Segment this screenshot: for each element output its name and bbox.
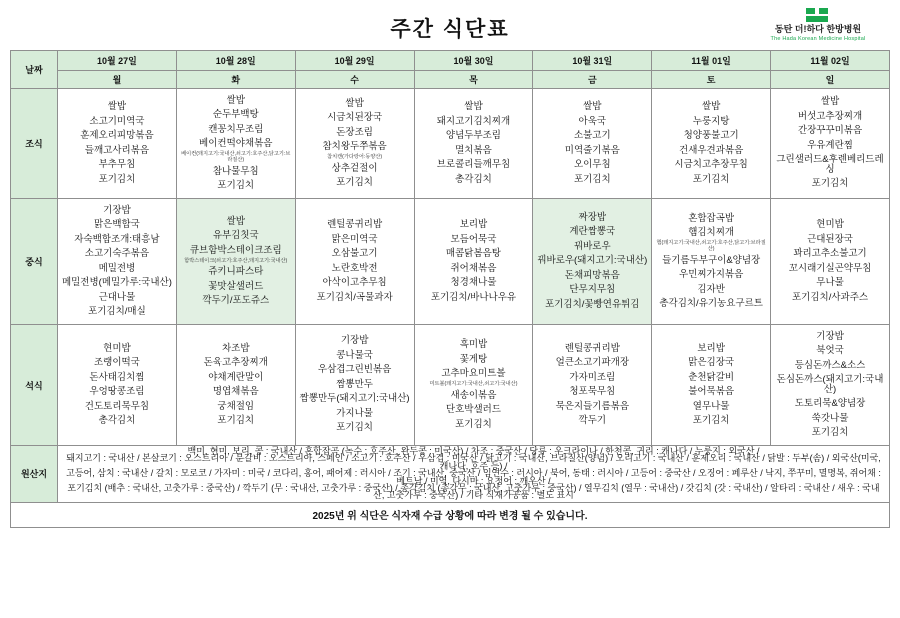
menu-item: 콩나물국	[336, 349, 373, 361]
menu-item: 현미밥	[816, 219, 844, 230]
menu-item: 참나물무침	[212, 165, 259, 177]
origin-line: 백미, 현미, 보리, 콩 : 국내산 / 혼합잡곡 (녹수 : 호주산, 완두콩 : 미국산) / 차조 : 중국산 / 당류 : 우크라이나 / 한천콩, 귀리 : 캐나다 / 누룽지 : 외국산 /	[187, 446, 760, 456]
menu-item: 렌틸콩귀리밥	[564, 342, 620, 354]
meal-cell-dinner-2	[176, 325, 295, 446]
header-date-5: 10월 31일	[533, 51, 652, 71]
menu-item: 아삭이고추무침	[322, 277, 387, 288]
menu-item: 춘천닭갈비	[688, 371, 735, 383]
menu-item: 모듬어묵국	[450, 233, 497, 245]
logo-subtitle: The Hada Korean Medicine Hospital	[770, 36, 866, 42]
meal-cell-breakfast-1	[58, 89, 177, 199]
menu-item: 쌀밥	[464, 101, 483, 112]
menu-item: 단호박샐러드	[445, 404, 501, 415]
meal-cell-breakfast-6	[652, 89, 771, 199]
header-day-4: 목	[414, 71, 533, 89]
menu-item: 김자반	[697, 283, 725, 295]
menu-item: 들기름두부구이&양념장	[662, 254, 761, 266]
menu-item: 맑은백합국	[93, 219, 140, 230]
menu-item: 시금치고추장무침	[674, 159, 748, 170]
menu-item: 명엽채볶음	[212, 386, 259, 397]
menu-item: 돼지고기김치찌개	[436, 115, 511, 127]
menu-item: 베이컨떡야채볶음	[199, 138, 273, 149]
menu-item: 누룽지탕	[692, 115, 730, 127]
menu-item: 시금치된장국	[327, 112, 383, 123]
menu-item: 큐브함박스테이크조림	[189, 244, 282, 256]
menu-item: 우삼겹그린빈볶음	[317, 364, 392, 376]
menu-item: 참치왕두쭈볶음	[322, 141, 387, 152]
menu-item: 렌틸콩귀리밥	[327, 219, 383, 230]
menu-item: 꽈리고추소불고기	[793, 248, 867, 259]
header-day-6: 토	[652, 71, 771, 89]
menu-item: 포기김치/매실	[88, 306, 146, 317]
menu-item: 햄(돼지고기:국내산,쇠고기:호주산,닭고기:브라질산)	[656, 240, 766, 252]
menu-item: 청경채나물	[450, 277, 497, 288]
header-day-3: 수	[295, 71, 414, 89]
menu-item: 궁채절임	[217, 400, 255, 412]
meal-cell-dinner-4	[414, 325, 533, 446]
menu-item: 기장밥	[103, 204, 131, 216]
menu-item: 포기김치/꽃빵연유튀김	[545, 298, 640, 310]
meal-cell-lunch-2	[176, 199, 295, 325]
menu-item: 미역줄기볶음	[564, 144, 620, 156]
menu-item: 쥐어채볶음	[450, 262, 497, 274]
meal-cell-lunch-7	[771, 199, 890, 325]
menu-item: 자숙백합조개:태흥남	[74, 233, 160, 245]
menu-item: 묵은지들기름볶음	[555, 400, 629, 412]
menu-item: 계란짬뽕국	[569, 226, 616, 238]
menu-item: 짬뽕만두(돼지고기:국내산)	[299, 393, 410, 405]
menu-item: 도토리묵&양념장	[794, 398, 866, 409]
menu-item: 포기김치	[455, 418, 492, 430]
menu-item: 포기김치/사과주스	[792, 291, 869, 303]
meal-cell-breakfast-2	[176, 89, 295, 199]
header-date-label: 날짜	[11, 51, 58, 89]
menu-item: 포기김치	[811, 427, 849, 438]
menu-item: 양념두부조림	[445, 130, 501, 141]
menu-item: 쌀밥	[226, 215, 245, 227]
menu-item: 북엇국	[816, 345, 844, 356]
menu-item: 포기김치	[336, 177, 373, 188]
menu-item: 노란호박전	[331, 262, 378, 274]
menu-item: 꼬시래기실곤약무침	[788, 262, 872, 274]
menu-item: 포기김치	[217, 180, 255, 191]
menu-item: 부추무침	[98, 159, 136, 170]
menu-item: 건도토리묵무침	[84, 400, 150, 412]
header-date-3: 10월 29일	[295, 51, 414, 71]
menu-item: 깍두기/포도쥬스	[202, 295, 270, 306]
menu-item: 현미밥	[103, 342, 131, 354]
menu-item: 아욱국	[578, 115, 607, 127]
menu-item: 총각김치/유기농요구르트	[659, 298, 763, 309]
menu-item: 새송이볶음	[450, 389, 497, 401]
menu-item: 유부김칫국	[212, 230, 259, 241]
menu-item: 돈장조림	[336, 126, 373, 138]
meal-cell-dinner-6	[652, 325, 771, 446]
origin-label: 원산지	[11, 446, 58, 503]
menu-item: 오이무침	[573, 159, 611, 170]
menu-item: 브로콜리들깨무침	[436, 159, 511, 170]
logo-mark-icon	[806, 8, 830, 22]
menu-item: 맑은김장국	[688, 357, 735, 368]
menu-item: 우민찌가지볶음	[679, 269, 744, 280]
header-day-2: 화	[176, 71, 295, 89]
menu-item: 불어묵볶음	[688, 386, 735, 397]
meal-cell-lunch-1	[58, 199, 177, 325]
header-date-1: 10월 27일	[58, 51, 177, 71]
menu-item: 포기김치	[811, 178, 849, 190]
menu-item: 가자미조림	[569, 371, 616, 383]
menu-item: 단무지무침	[569, 284, 616, 296]
menu-item: 꿔바로우	[573, 240, 611, 252]
header-date-6: 11월 01일	[652, 51, 771, 71]
menu-item: 꽃맛살샐러드	[208, 280, 264, 292]
menu-item: 쌀밥	[583, 101, 602, 112]
menu-item: 돈채피망볶음	[564, 269, 620, 281]
menu-item: 멸치볶음	[455, 144, 492, 156]
menu-item: 소고기미역국	[89, 115, 145, 127]
menu-item: 쥬키니파스타	[208, 266, 264, 277]
meal-cell-dinner-5	[533, 325, 652, 446]
meal-cell-breakfast-7	[771, 89, 890, 199]
menu-item: 매콤닭봄음탕	[445, 248, 501, 259]
meal-label-dinner: 석식	[11, 325, 58, 446]
menu-item: 쌀밥	[226, 94, 245, 106]
menu-item: 캔꽁치무조림	[208, 123, 264, 135]
menu-item: 버섯고추장찌개	[797, 110, 863, 122]
origin-text	[58, 446, 890, 503]
menu-item: 무나물	[816, 277, 844, 288]
origin-line: 포기김치 (배추 : 국내산, 고춧가루 : 중국산) / 깍두기 (무 : 국내산, 고춧가루 : 중국산) / 총각김치 (총각무 : 국내산, 고춧가루 : 중국산) / 열무김치 (열무 : 국내산) / 갓김치 (갓 : 국내산) / 알타리 : 국내산 / 새우 : 국내산, 고춧가루 : 중국산) / 기타 식재가공품 : 별도 표시	[67, 483, 880, 501]
menu-item: 가지나물	[336, 407, 373, 419]
menu-item: 기장밥	[816, 330, 844, 342]
menu-item: 포기김치	[217, 415, 255, 426]
menu-item: 야채계란말이	[208, 371, 264, 383]
menu-item: 순두부백탕	[212, 109, 259, 120]
menu-item: 들깨고사리볶음	[84, 144, 150, 156]
menu-item: 쌀밥	[345, 97, 364, 109]
menu-item: 미트볼(돼지고기:국내산,쇠고기:국내산)	[429, 381, 518, 387]
header-date-4: 10월 30일	[414, 51, 533, 71]
menu-item: 쌀밥	[820, 96, 840, 108]
meal-cell-dinner-1	[58, 325, 177, 446]
hospital-logo	[752, 8, 884, 43]
menu-item: 돈사태김치찜	[89, 371, 145, 383]
menu-item: 쌀밥	[107, 101, 127, 112]
meal-label-lunch: 중식	[11, 199, 58, 325]
menu-item: 차조밥	[222, 342, 250, 354]
meal-cell-breakfast-4	[414, 89, 533, 199]
menu-item: 포기김치/바나나우유	[430, 291, 517, 303]
menu-item: 총각김치	[455, 173, 492, 185]
header-day-7: 일	[771, 71, 890, 89]
menu-item: 근대된장국	[807, 233, 853, 245]
menu-item: 포기김치/곡물과자	[316, 291, 393, 303]
menu-item: 조랭이떡국	[93, 357, 140, 368]
meal-cell-dinner-3	[295, 325, 414, 446]
menu-item: 햄김치찌개	[688, 227, 735, 238]
menu-item: 오삼불고기	[331, 248, 378, 259]
meal-cell-lunch-5	[533, 199, 652, 325]
header-day-5: 금	[533, 71, 652, 89]
menu-item: 포기김치	[692, 173, 730, 185]
menu-item: 고추마요미트볼	[441, 368, 506, 379]
menu-item: 쑥갓나물	[811, 412, 849, 424]
menu-item: 훈제오리피망볶음	[80, 130, 154, 141]
footer-notice: 2025년 위 식단은 식자재 수급 상황에 따라 변경 될 수 있습니다.	[10, 503, 890, 528]
menu-item: 근대나물	[98, 291, 136, 303]
menu-item: 흑미밥	[459, 339, 488, 350]
menu-item: 얼큰소고기파개장	[555, 357, 629, 368]
meal-cell-lunch-3	[295, 199, 414, 325]
menu-item: 청양풍불고기	[683, 130, 739, 141]
menu-item: 깍두기	[578, 415, 607, 426]
menu-item: 소불고기	[573, 130, 611, 141]
menu-item: 메밀전병(메밀가루:국내산)	[61, 277, 172, 288]
menu-item: 돈육고추장찌개	[203, 357, 268, 368]
meal-label-breakfast: 조식	[11, 89, 58, 199]
menu-item: 포기김치	[98, 173, 136, 185]
menu-item: 꽃게탕	[459, 353, 488, 365]
meal-cell-lunch-6	[652, 199, 771, 325]
logo-name: 동탄 더!하다 한방병원	[774, 24, 862, 34]
meal-cell-breakfast-3	[295, 89, 414, 199]
weekly-menu-table	[10, 50, 890, 503]
menu-item: 꿔바로우(돼지고기:국내산)	[537, 255, 648, 267]
meal-cell-dinner-7	[771, 325, 890, 446]
menu-item: 짜장밥	[578, 211, 607, 223]
menu-item: 등심돈까스&소스	[794, 359, 866, 371]
header-day-1: 월	[58, 71, 177, 89]
origin-line: 고등어, 삼치 : 국내산 / 갈치 : 모로코 / 가자미 : 미국 / 코다리, 홍어, 패어제 : 러시아 / 조기 : 국내산, 중국산 / 임연수 : 러시아 / 북어, 동태 : 러시아 / 고등어 : 중국산 / 오징어 : 페루산 / 낙지, 쭈꾸미, 멸명복, 쥐어채 : 베트남 / 미역, 다시마 : 요청어 : 깨우산 /	[66, 468, 881, 486]
menu-item: 보리밥	[459, 219, 488, 230]
menu-item-note: 베이컨(돼지고기:국내산,쇠고기:호주산,닭고기:브라질산)	[181, 151, 291, 163]
menu-item: 건새우견과볶음	[679, 144, 744, 156]
menu-item: 포기김치	[692, 415, 730, 426]
menu-item: 돈심돈까스(돼지고기:국내산)	[776, 374, 884, 395]
menu-item: 소고기숙주볶음	[84, 248, 150, 259]
page-header	[10, 6, 890, 50]
menu-item: 쌀밥	[701, 101, 721, 112]
menu-item: 간장꾸꾸미볶음	[797, 125, 863, 137]
menu-item: 상추겉절이	[331, 162, 378, 174]
menu-item: 기장밥	[340, 335, 369, 347]
header-date-7: 11월 02일	[771, 51, 890, 71]
origin-line: 돼지고기 : 국내산 / 본살코기 : 오스트리아 / 분갈비 : 오스트리아, 스페인 / 소고기 : 호주산 / 우삼겹 : 미국산 / 닭고기 : 국내산, 브라질산(양념) / 오리고기 : 국내산 / 훈제오리 : 국내산 / 닭발 : 두부(솜) / 외국산(미국, 캐나다, 호주 등) /	[66, 453, 881, 471]
menu-item: 메밀전병	[98, 262, 136, 274]
menu-item: 포기김치	[336, 422, 373, 434]
menu-item: 보리밥	[697, 342, 725, 354]
menu-item: 짬뽕만두	[336, 378, 373, 390]
header-date-2: 10월 28일	[176, 51, 295, 71]
menu-item: 포기김치	[573, 173, 611, 185]
menu-item: 청포묵무침	[569, 386, 616, 397]
menu-item: 함박스테이크(쇠고기:호주산,돼지고기:국내산)	[184, 257, 288, 264]
menu-item-note: 참치캔(가다랑어:동양산)	[327, 154, 383, 160]
menu-item: 총각김치	[98, 415, 136, 426]
meal-cell-breakfast-5	[533, 89, 652, 199]
menu-item: 열무나물	[692, 400, 730, 412]
meal-cell-lunch-4	[414, 199, 533, 325]
menu-item: 그린샐러드&후렌베리드레싱	[776, 154, 884, 175]
menu-item: 맑은미역국	[331, 233, 378, 245]
menu-item: 혼합잡곡밥	[688, 212, 735, 224]
page-title: 주간 식단표	[390, 18, 510, 41]
menu-item: 우유계란찜	[807, 139, 853, 151]
menu-item: 우엉땅콩조림	[89, 386, 145, 397]
